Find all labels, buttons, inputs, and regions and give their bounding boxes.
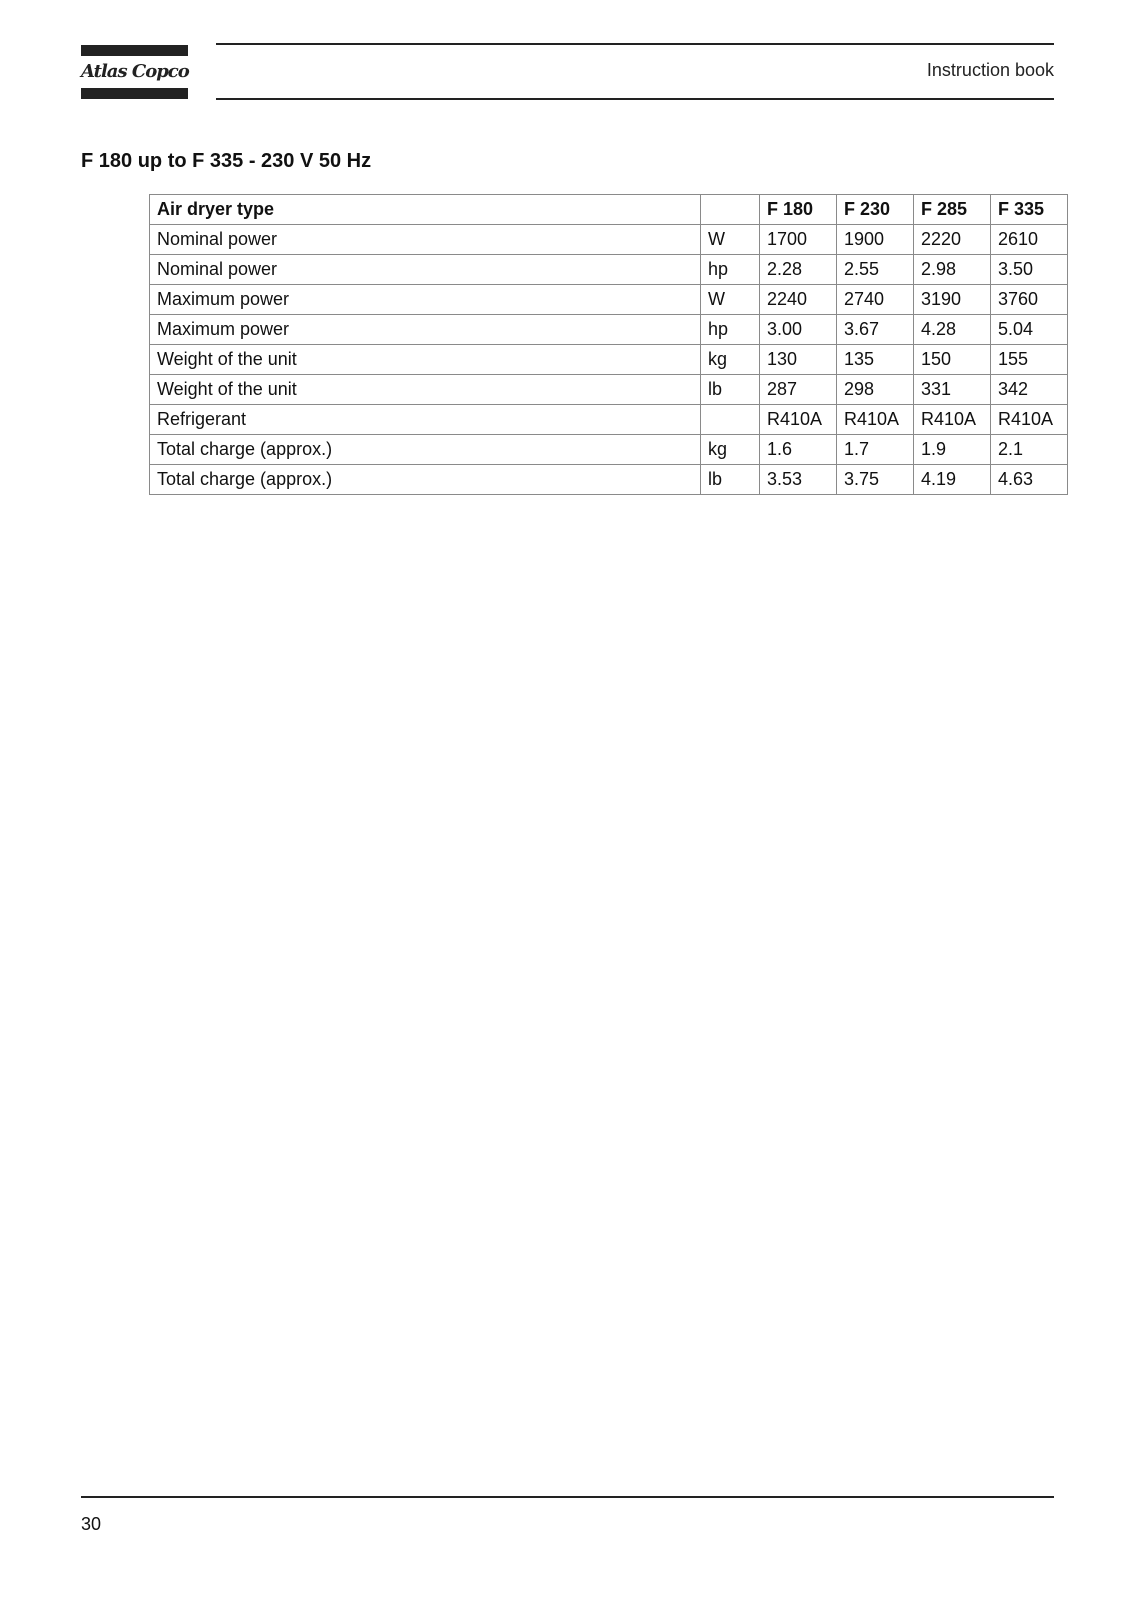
row-value: 4.28 xyxy=(914,315,991,345)
row-value: 3.75 xyxy=(837,465,914,495)
row-value: 155 xyxy=(991,345,1068,375)
row-label: Total charge (approx.) xyxy=(150,435,701,465)
table-row xyxy=(150,345,1068,375)
header-cell-unit xyxy=(701,195,760,225)
page-number: 30 xyxy=(81,1514,102,1534)
logo-wordmark: Atlas Copco xyxy=(81,61,189,82)
table-row xyxy=(150,315,1068,345)
row-value: 3.50 xyxy=(991,255,1068,285)
row-value: 2610 xyxy=(991,225,1068,255)
row-value: 3.67 xyxy=(837,315,914,345)
row-value: R410A xyxy=(760,405,837,435)
row-label: Weight of the unit xyxy=(150,345,701,375)
table-row xyxy=(150,375,1068,405)
row-label: Refrigerant xyxy=(150,405,701,435)
table-header-row xyxy=(150,195,1068,225)
row-label: Total charge (approx.) xyxy=(150,465,701,495)
row-value: 1700 xyxy=(760,225,837,255)
row-unit xyxy=(701,405,760,435)
row-value: 2.55 xyxy=(837,255,914,285)
header-rule-top xyxy=(216,43,1054,45)
table-row xyxy=(150,225,1068,255)
row-unit: hp xyxy=(701,315,760,345)
table-row xyxy=(150,465,1068,495)
row-value: 135 xyxy=(837,345,914,375)
header-cell-type: Air dryer type xyxy=(150,195,701,225)
row-value: 2220 xyxy=(914,225,991,255)
header-cell-model: F 285 xyxy=(914,195,991,225)
section-title: F 180 up to F 335 - 230 V 50 Hz xyxy=(81,150,372,172)
row-unit: lb xyxy=(701,465,760,495)
footer-rule xyxy=(81,1496,1054,1498)
header-cell-model: F 180 xyxy=(760,195,837,225)
row-value: 1.9 xyxy=(914,435,991,465)
header-cell-model: F 230 xyxy=(837,195,914,225)
row-value: 3760 xyxy=(991,285,1068,315)
row-value: 4.63 xyxy=(991,465,1068,495)
row-value: R410A xyxy=(991,405,1068,435)
table-row xyxy=(150,285,1068,315)
row-unit: kg xyxy=(701,435,760,465)
header-cell-model: F 335 xyxy=(991,195,1068,225)
row-value: R410A xyxy=(914,405,991,435)
row-unit: kg xyxy=(701,345,760,375)
row-value: 2240 xyxy=(760,285,837,315)
brand-logo xyxy=(81,45,188,99)
header-rule-bottom xyxy=(216,98,1054,100)
row-unit: W xyxy=(701,225,760,255)
row-value: R410A xyxy=(837,405,914,435)
document-title: Instruction book xyxy=(926,60,1054,80)
row-unit: lb xyxy=(701,375,760,405)
row-value: 1900 xyxy=(837,225,914,255)
table-row xyxy=(150,255,1068,285)
row-value: 5.04 xyxy=(991,315,1068,345)
row-value: 2.28 xyxy=(760,255,837,285)
row-label: Nominal power xyxy=(150,225,701,255)
row-value: 298 xyxy=(837,375,914,405)
table-row xyxy=(150,435,1068,465)
row-value: 130 xyxy=(760,345,837,375)
row-label: Weight of the unit xyxy=(150,375,701,405)
row-value: 1.6 xyxy=(760,435,837,465)
row-label: Nominal power xyxy=(150,255,701,285)
row-label: Maximum power xyxy=(150,285,701,315)
row-value: 2.98 xyxy=(914,255,991,285)
row-unit: hp xyxy=(701,255,760,285)
logo-top-bar xyxy=(81,45,188,56)
row-value: 287 xyxy=(760,375,837,405)
row-value: 3.53 xyxy=(760,465,837,495)
logo-bottom-bar xyxy=(81,88,188,99)
row-value: 4.19 xyxy=(914,465,991,495)
row-value: 3.00 xyxy=(760,315,837,345)
row-value: 3190 xyxy=(914,285,991,315)
row-value: 2740 xyxy=(837,285,914,315)
row-label: Maximum power xyxy=(150,315,701,345)
spec-table xyxy=(149,194,1068,495)
row-value: 1.7 xyxy=(837,435,914,465)
row-unit: W xyxy=(701,285,760,315)
row-value: 342 xyxy=(991,375,1068,405)
table-row xyxy=(150,405,1068,435)
row-value: 150 xyxy=(914,345,991,375)
row-value: 331 xyxy=(914,375,991,405)
row-value: 2.1 xyxy=(991,435,1068,465)
